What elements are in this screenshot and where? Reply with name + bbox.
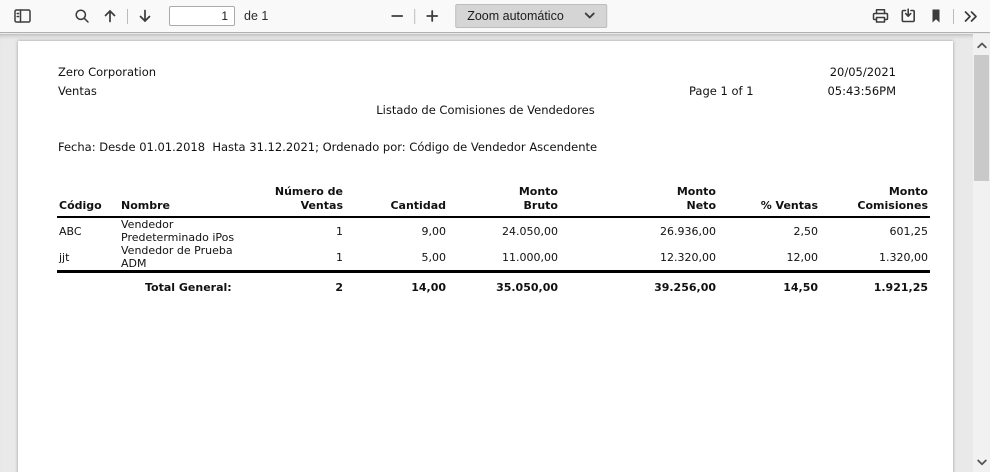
table-header-row bbox=[57, 185, 930, 217]
total-pct-ventas: 14,50 bbox=[718, 272, 820, 302]
page-number-input[interactable] bbox=[169, 6, 235, 26]
cell-monto-comisiones: 601,25 bbox=[889, 224, 928, 238]
cell-nombre: Vendedor Predeterminado iPos bbox=[121, 218, 235, 244]
report-filter-line: Fecha: Desde 01.01.2018 Hasta 31.12.2021; Ordenado por: Código de Vendedor Ascendente bbox=[58, 140, 598, 154]
report-page-label: Page 1 of 1 bbox=[689, 84, 754, 98]
cell-monto-bruto: 11.000,00 bbox=[502, 250, 558, 264]
cell-codigo: ABC bbox=[59, 224, 82, 238]
report-title: Listado de Comisiones de Vendedores bbox=[376, 103, 595, 117]
column-header-cantidad: Cantidad bbox=[345, 185, 448, 217]
cell-pct-ventas: 12,00 bbox=[786, 250, 818, 264]
arrow-down-icon bbox=[137, 8, 153, 24]
pdf-toolbar bbox=[0, 0, 990, 33]
chevron-down-icon bbox=[584, 7, 595, 25]
scrollbar-up-button[interactable] bbox=[973, 36, 990, 53]
toolbar-divider bbox=[127, 9, 128, 24]
current-view-button[interactable] bbox=[922, 3, 950, 29]
cell-empty bbox=[57, 272, 119, 302]
more-tools-button[interactable] bbox=[957, 3, 985, 29]
cell-monto-bruto: 24.050,00 bbox=[502, 224, 558, 238]
column-header-numero-de-ventas: Número de Ventas bbox=[260, 185, 345, 217]
report-header-right bbox=[827, 63, 896, 101]
module-name: Ventas bbox=[58, 84, 97, 98]
sidebar-toggle-button[interactable] bbox=[8, 3, 36, 29]
toolbar-left-group bbox=[0, 0, 268, 32]
scrollbar-down-button[interactable] bbox=[973, 453, 990, 470]
print-button[interactable] bbox=[866, 3, 894, 29]
zoom-in-button[interactable] bbox=[418, 3, 446, 29]
total-label: Total General: bbox=[119, 272, 260, 302]
search-icon bbox=[74, 8, 90, 24]
table-total-row bbox=[57, 272, 930, 302]
total-cantidad: 14,00 bbox=[345, 272, 448, 302]
toolbar-divider bbox=[953, 9, 954, 24]
cell-numero-ventas: 1 bbox=[336, 224, 343, 238]
cell-pct-ventas: 2,50 bbox=[793, 224, 818, 238]
page-count-label: de 1 bbox=[244, 9, 269, 23]
cell-monto-neto: 12.320,00 bbox=[660, 250, 716, 264]
cell-cantidad: 5,00 bbox=[421, 250, 446, 264]
report-header-left bbox=[58, 63, 156, 101]
zoom-level-dropdown[interactable] bbox=[455, 4, 607, 28]
scrollbar-thumb[interactable] bbox=[974, 55, 989, 181]
total-numero-ventas: 2 bbox=[260, 272, 345, 302]
chevron-down-icon bbox=[977, 453, 987, 471]
column-header-nombre: Nombre bbox=[119, 185, 260, 217]
bookmark-icon bbox=[928, 8, 944, 24]
cell-codigo: jjt bbox=[59, 250, 70, 264]
cell-nombre: Vendedor de Prueba ADM bbox=[121, 244, 233, 270]
arrow-up-icon bbox=[102, 8, 118, 24]
total-monto-bruto: 35.050,00 bbox=[448, 272, 560, 302]
toolbar-center-group bbox=[383, 0, 607, 32]
find-button[interactable] bbox=[68, 3, 96, 29]
total-monto-comisiones: 1.921,25 bbox=[820, 272, 930, 302]
company-name: Zero Corporation bbox=[58, 65, 157, 79]
total-monto-neto: 39.256,00 bbox=[560, 272, 718, 302]
toolbar-divider bbox=[414, 9, 415, 24]
column-header-monto-comisiones: Monto Comisiones bbox=[820, 185, 930, 217]
cell-monto-comisiones: 1.320,00 bbox=[879, 250, 928, 264]
toolbar-right-group bbox=[866, 0, 985, 32]
cell-monto-neto: 26.936,00 bbox=[660, 224, 716, 238]
printer-icon bbox=[872, 8, 889, 24]
next-page-button[interactable] bbox=[131, 3, 159, 29]
minus-icon bbox=[390, 9, 404, 23]
download-icon bbox=[900, 8, 917, 24]
column-header-monto-bruto: Monto Bruto bbox=[448, 185, 560, 217]
save-button[interactable] bbox=[894, 3, 922, 29]
chevron-up-icon bbox=[977, 36, 987, 54]
cell-numero-ventas: 1 bbox=[336, 250, 343, 264]
cell-cantidad: 9,00 bbox=[421, 224, 446, 238]
plus-icon bbox=[425, 9, 439, 23]
pdf-page bbox=[18, 41, 953, 472]
double-chevron-right-icon bbox=[963, 9, 979, 24]
report-date: 20/05/2021 bbox=[829, 65, 896, 79]
sidebar-toggle-icon bbox=[14, 8, 31, 24]
commissions-table bbox=[57, 185, 930, 302]
report-time: 05:43:56PM bbox=[827, 84, 896, 98]
column-header-codigo: Código bbox=[57, 185, 119, 217]
column-header-monto-neto: Monto Neto bbox=[560, 185, 718, 217]
vertical-scrollbar[interactable] bbox=[973, 34, 990, 472]
previous-page-button[interactable] bbox=[96, 3, 124, 29]
table-row bbox=[57, 244, 930, 272]
zoom-level-label: Zoom automático bbox=[467, 9, 564, 23]
column-header-pct-ventas: % Ventas bbox=[718, 185, 820, 217]
zoom-out-button[interactable] bbox=[383, 3, 411, 29]
pdf-viewer-area bbox=[0, 34, 990, 472]
table-row bbox=[57, 217, 930, 244]
